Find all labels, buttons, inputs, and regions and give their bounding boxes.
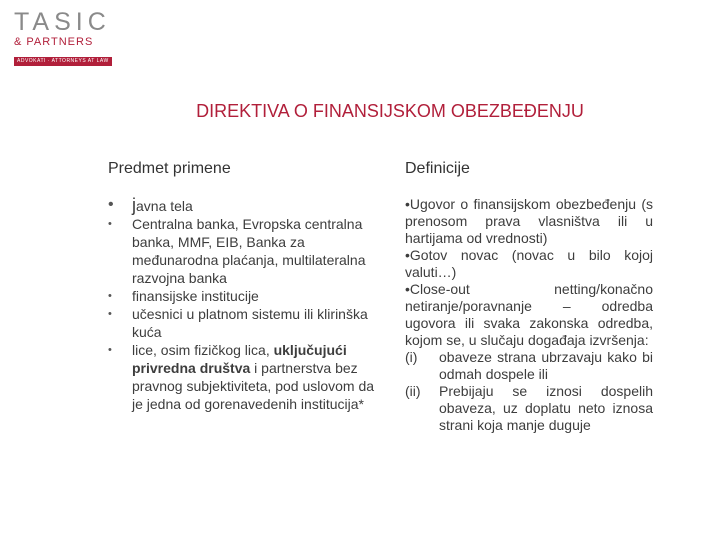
definition-paragraph: •Close-out netting/konačno netiranje/poravnanje – odredba ugovora ili svaka zakonska odredba, kojom se, u slučaju događaja izvršenja: (405, 281, 653, 348)
logo-tagline: ADVOKATI · ATTORNEYS AT LAW (14, 57, 112, 66)
list-item (108, 196, 386, 215)
item-text: učesnici u platnom sistemu ili klirinška kuća (132, 306, 368, 340)
item-text: i partnerstva bez pravnog subjektiviteta, pod uslovom da je jedna od gorenavedenih institucija* (132, 360, 375, 412)
item-text: avna tela (136, 198, 193, 214)
definition-subitem (405, 383, 653, 434)
item-bold-text: uključujući privredna društva (132, 342, 347, 376)
slide-title: DIREKTIVA O FINANSIJSKOM OBEZBEĐENJU (196, 101, 584, 121)
bullet-icon: • (108, 290, 112, 302)
item-text: lice, osim fizičkog lica, (132, 342, 274, 358)
logo-partners: & PARTNERS (14, 36, 94, 48)
bullet-icon: • (108, 196, 114, 213)
list-item (108, 215, 386, 287)
subitem-number: (i) (405, 349, 418, 365)
bullet-icon: • (108, 218, 112, 230)
scope-list (108, 196, 386, 413)
definition-subitem (405, 349, 653, 383)
right-column-heading: Definicije (405, 160, 470, 177)
subitem-text: obaveze strana ubrzavaju kako bi odmah dospele ili (439, 349, 653, 382)
bullet-icon: • (108, 308, 112, 320)
bullet-icon: • (108, 344, 112, 356)
list-item (108, 287, 386, 305)
definition-paragraph: •Ugovor o finansijskom obezbeđenju (s prenosom prava vlasništva ili u hartijama od vrednosti) (405, 196, 653, 246)
item-text: finansijske institucije (132, 288, 259, 304)
left-column-heading: Predmet primene (108, 160, 231, 177)
definitions-list (405, 196, 653, 434)
item-initial: j (132, 195, 136, 215)
logo-name: TASIC (14, 8, 111, 36)
list-item (108, 341, 386, 413)
company-logo (14, 10, 112, 67)
subitem-text: Prebijaju se iznosi dospelih obaveza, uz doplatu neto iznosa strani koja manje duguje (439, 383, 653, 433)
subitem-number: (ii) (405, 383, 421, 399)
list-item (108, 305, 386, 341)
item-text: Centralna banka, Evropska centralna banka, MMF, EIB, Banka za međunarodna plaćanja, multilateralna razvojna banka (132, 216, 366, 286)
definition-paragraph: •Gotov novac (novac u bilo kojoj valuti…) (405, 247, 653, 280)
